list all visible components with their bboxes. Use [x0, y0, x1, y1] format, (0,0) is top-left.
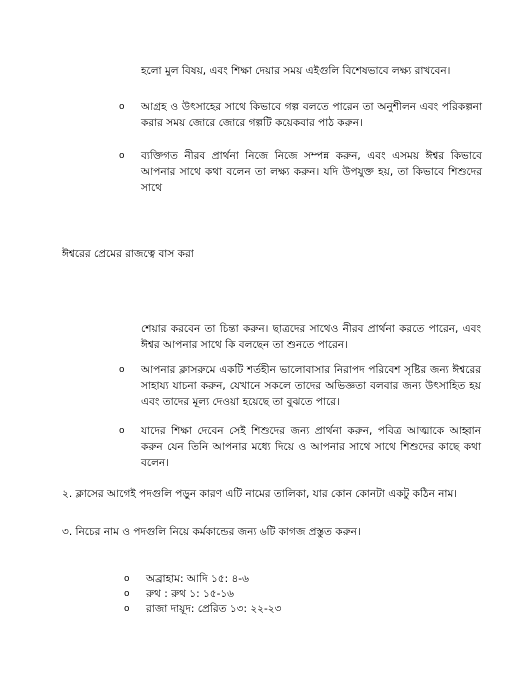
bullet-text: আপনার ক্লাসরুমে একটি শর্তহীন ভালোবাসার নিরাপদ পরিবেশ সৃষ্টির জন্য ঈশ্বরের সাহায্য যাচনা করুন, যেখানে সকলে তাদের অভিজ্ঞতা বলবার জন্য উৎসাহিত হয় এবং তাদের মূল্য দেওয়া হয়েছে তা বুঝতে পারে। [141, 364, 481, 408]
bullet-marker: o [124, 604, 130, 614]
continuation-paragraph-2: শেয়ার করবেন তা চিন্তা করুন। ছাত্রদের সাথেও নীরব প্রার্থনা করতে পারেন, এবং ঈশ্বর আপনার সাথে কি বলছেন তা শুনতে পারেন। [141, 323, 481, 351]
list-item-text: অব্রাহাম: আদি ১৫: ৪-৬ [146, 573, 249, 585]
bullet-text: ব্যক্তিগত নীরব প্রার্থনা নিজে নিজে সম্পন্ন করুন, এবং এসময় ঈশ্বর কিভাবে আপনার সাথে কথা বলেন তা লক্ষ্য করুন। যদি উপযুক্ত হয়, তা কিভাবে শিশুদের সাথে [141, 150, 482, 194]
list-item [124, 586, 446, 602]
list-item [124, 601, 446, 617]
bullet-marker: o [119, 151, 125, 161]
list-item [124, 571, 446, 587]
bullet-marker: o [119, 102, 125, 112]
bullet-item [119, 423, 481, 471]
bullet-marker: o [119, 426, 125, 436]
numbered-item-2: ২. ক্লাসের আগেই পদগুলি পড়ুন কারণ এটি নামের তালিকা, যার কোন কোনটা একটু কঠিন নাম। [62, 488, 458, 500]
bullet-marker: o [119, 365, 125, 375]
bullet-item [119, 99, 482, 131]
section-heading: ঈশ্বরের প্রেমের রাজত্বে বাস করা [62, 248, 194, 260]
continuation-paragraph-1: হলো মুল বিষয়, এবং শিক্ষা দেয়ার সময় এইগুলি বিশেষভাবে লক্ষ্য রাখবেন। [141, 65, 451, 77]
bullet-text: আগ্রহ ও উৎসাহের সাথে কিভাবে গল্প বলতে পারেন তা অনুশীলন এবং পরিকল্পনা করার সময় জোরে জোরে গল্পটি কয়েকবার পাঠ করুন। [141, 101, 482, 129]
list-item-text: রুথ : রুথ ১: ১৫-১৬ [146, 588, 235, 600]
numbered-item-3: ৩. নিচের নাম ও পদগুলি নিয়ে কর্মকান্ডের জন্য ৬টি কাগজ প্রস্তুত করুন। [62, 526, 361, 538]
bullet-marker: o [124, 589, 130, 599]
list-item-text: রাজা দায়ূদ: প্রেরিত ১৩: ২২-২৩ [146, 603, 282, 615]
bullet-item [119, 148, 482, 196]
bullet-marker: o [124, 574, 130, 584]
bullet-text: যাদের শিক্ষা দেবেন সেই শিশুদের জন্য প্রার্থনা করুন, পবিত্র আত্মাকে আহ্বান করুন যেন তিনি আপনার মধ্যে দিয়ে ও আপনার সাথে সাথে শিশুদের কাছে কথা বলেন। [141, 425, 481, 469]
bullet-item [119, 362, 481, 410]
